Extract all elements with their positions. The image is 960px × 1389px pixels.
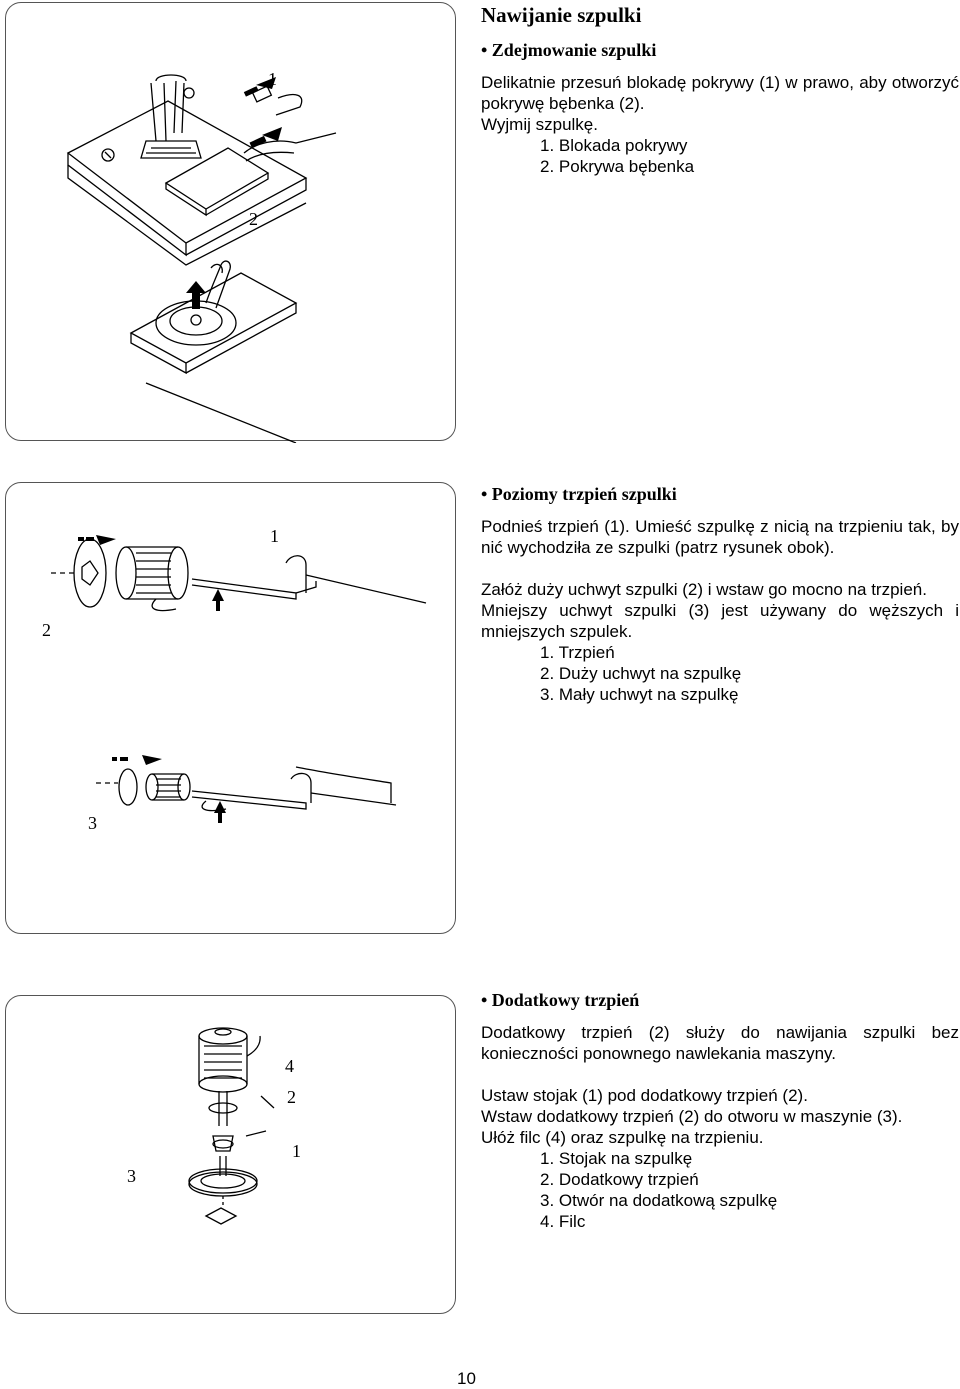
section3-item-2: 2. Dodatkowy trzpień xyxy=(540,1170,699,1189)
section3-para4: Ułóż filc (4) oraz szpulkę na trzpieniu. xyxy=(481,1128,764,1147)
fig3-label-3: 3 xyxy=(127,1166,136,1186)
section2-para2: Załóż duży uchwyt szpulki (2) i wstaw go mocno na trzpień. xyxy=(481,580,927,599)
section1-para2: Wyjmij szpulkę. xyxy=(481,115,598,134)
fig2-label-1: 1 xyxy=(270,526,279,546)
figure-horizontal-spool-pin xyxy=(5,482,456,934)
section-bobbin-removal xyxy=(481,40,959,177)
section3-para3: Wstaw dodatkowy trzpień (2) do otworu w maszynie (3). xyxy=(481,1107,903,1126)
page-title: Nawijanie szpulki xyxy=(481,3,642,27)
section3-item-3: 3. Otwór na dodatkową szpulkę xyxy=(540,1191,778,1210)
section1-heading: • Zdejmowanie szpulki xyxy=(481,40,657,60)
section-additional-spool-pin xyxy=(481,990,959,1232)
section2-item-3: 3. Mały uchwyt na szpulkę xyxy=(540,685,739,704)
figure-bobbin-removal xyxy=(5,2,456,441)
fig2-label-2: 2 xyxy=(42,620,51,640)
fig2-label-3: 3 xyxy=(88,813,97,833)
spool-pin-drawing xyxy=(6,483,458,936)
section2-item-1: 1. Trzpień xyxy=(540,643,615,662)
fig3-label-2: 2 xyxy=(287,1087,296,1107)
section3-para1: Dodatkowy trzpień (2) służy do nawijania szpulki bez konieczności ponownego nawlekania maszyny. xyxy=(481,1023,959,1063)
section-horizontal-spool-pin xyxy=(481,484,959,705)
section1-item-2: 2. Pokrywa bębenka xyxy=(540,157,695,176)
section2-item-2: 2. Duży uchwyt na szpulkę xyxy=(540,664,742,683)
section3-item-4: 4. Filc xyxy=(540,1212,586,1231)
fig1-label-1: 1 xyxy=(268,69,277,89)
additional-pin-drawing xyxy=(6,996,458,1316)
page-number: 10 xyxy=(457,1369,476,1388)
fig3-label-1: 1 xyxy=(292,1141,301,1161)
fig3-label-4: 4 xyxy=(285,1056,294,1076)
section3-para2: Ustaw stojak (1) pod dodatkowy trzpień (2). xyxy=(481,1086,808,1105)
figure-additional-spool-pin xyxy=(5,995,456,1314)
section2-heading: • Poziomy trzpień szpulki xyxy=(481,484,677,504)
fig1-label-2: 2 xyxy=(249,209,258,229)
bobbin-removal-drawing xyxy=(6,3,458,443)
section2-para3: Mniejszy uchwyt szpulki (3) jest używany do węższych i mniejszych szpulek. xyxy=(481,601,959,641)
section1-para1: Delikatnie przesuń blokadę pokrywy (1) w prawo, aby otworzyć pokrywę bębenka (2). xyxy=(481,73,959,113)
section3-item-1: 1. Stojak na szpulkę xyxy=(540,1149,693,1168)
section3-heading: • Dodatkowy trzpień xyxy=(481,990,640,1010)
section1-item-1: 1. Blokada pokrywy xyxy=(540,136,688,155)
section2-para1: Podnieś trzpień (1). Umieść szpulkę z nicią na trzpieniu tak, by nić wychodziła ze szpulki (patrz rysunek obok). xyxy=(481,517,959,557)
